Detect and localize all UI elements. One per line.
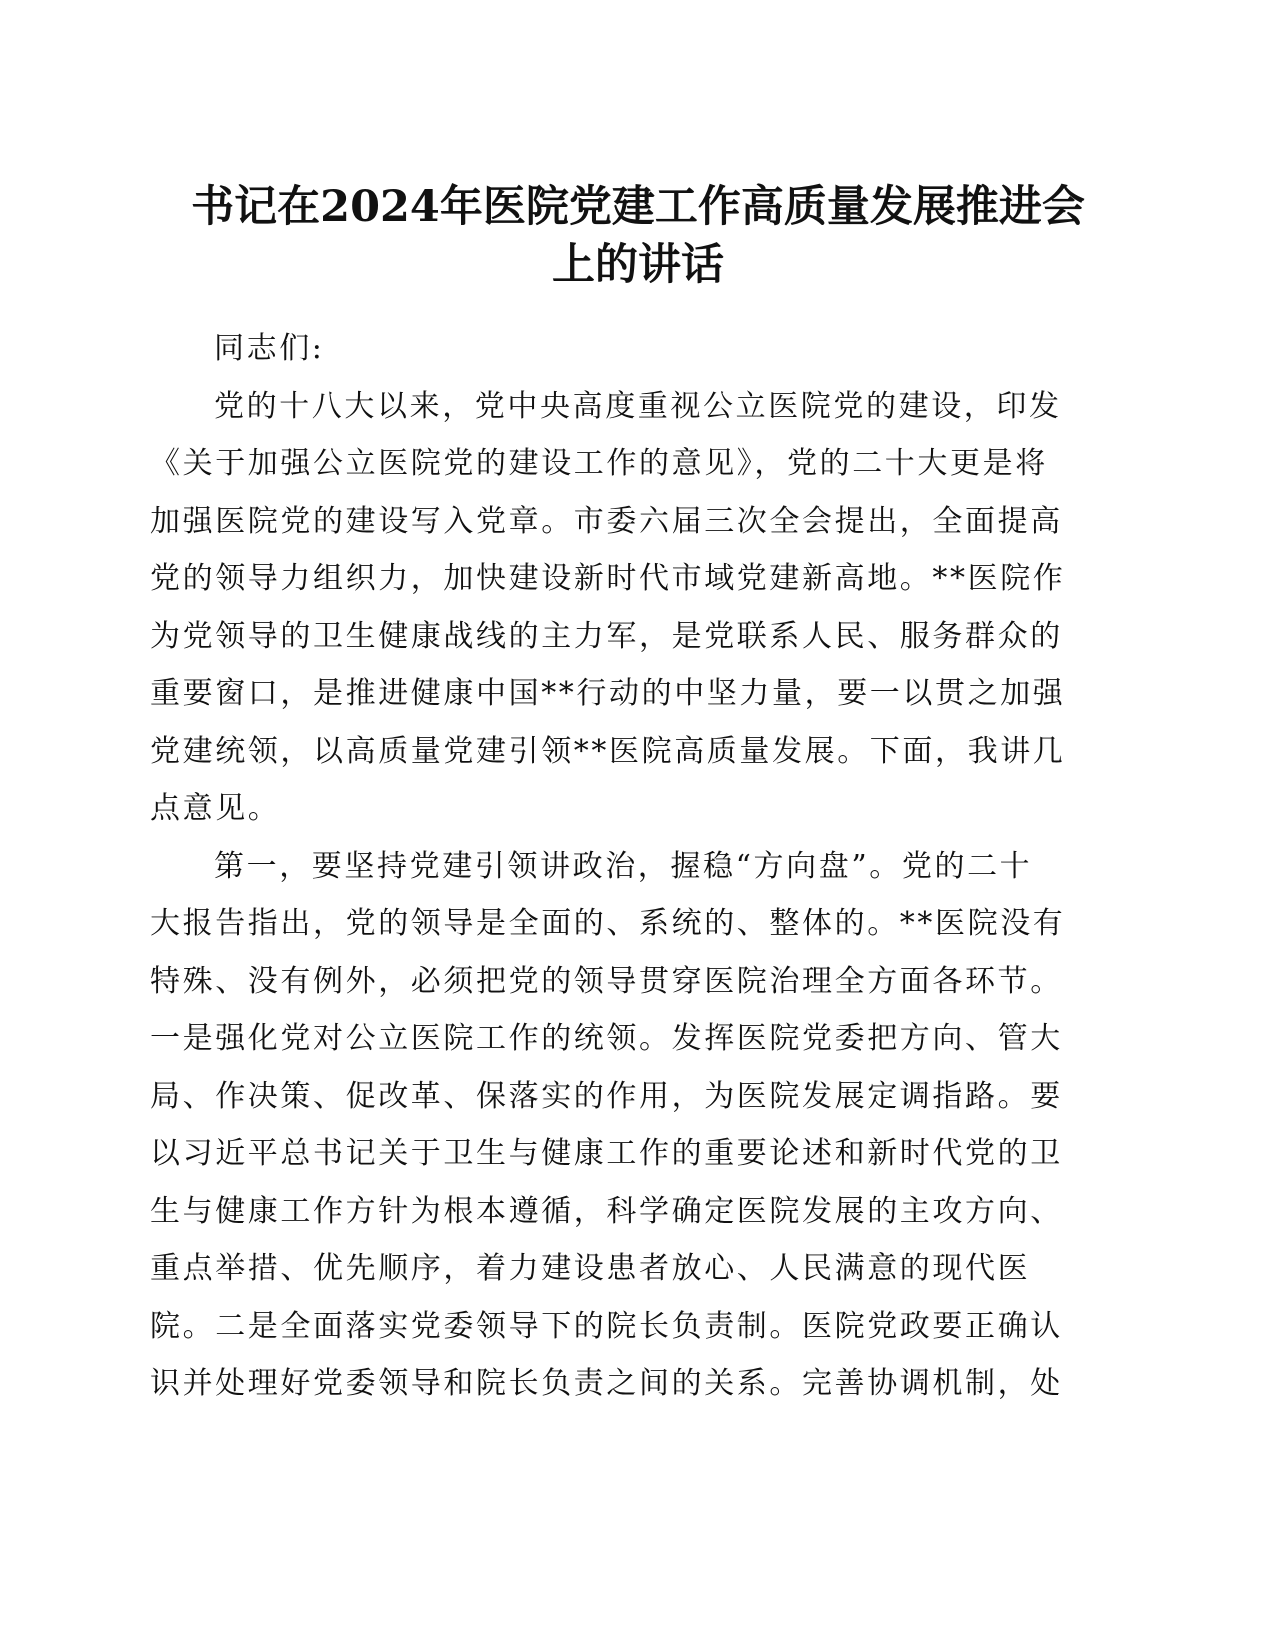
page-title xyxy=(150,178,1126,294)
paragraph-line: 加强医院党的建设写入党章。市委六届三次全会提出，全面提高 xyxy=(150,503,1063,539)
paragraph-line: 一是强化党对公立医院工作的统领。发挥医院党委把方向、管大 xyxy=(150,1021,1063,1056)
salutation: 同志们: xyxy=(214,331,325,366)
paragraph-line: 为党领导的卫生健康战线的主力军，是党联系人民、服务群众的 xyxy=(150,618,1063,654)
paragraph-line: 点意见。 xyxy=(150,791,281,826)
paragraph-line: 识并处理好党委领导和院长负责之间的关系。完善协调机制，处 xyxy=(150,1366,1063,1401)
paragraph-2 xyxy=(150,838,1080,1413)
paragraph-line: 大报告指出，党的领导是全面的、系统的、整体的。**医院没有 xyxy=(150,906,1066,941)
paragraph-line: 以习近平总书记关于卫生与健康工作的重要论述和新时代党的卫 xyxy=(150,1136,1063,1171)
paragraph-1 xyxy=(150,378,1080,838)
paragraph-line: 《关于加强公立医院党的建设工作的意见》，党的二十大更是将 xyxy=(150,446,1048,481)
paragraph-line: 生与健康工作方针为根本遵循，科学确定医院发展的主攻方向、 xyxy=(150,1193,1063,1229)
document-body xyxy=(150,320,1080,1413)
paragraph-line: 重点举措、优先顺序，着力建设患者放心、人民满意的现代医 xyxy=(150,1251,1031,1286)
paragraph-line: 党建统领，以高质量党建引领**医院高质量发展。下面，我讲几 xyxy=(150,733,1066,769)
paragraph-line: 党的领导力组织力，加快建设新时代市域党建新高地。**医院作 xyxy=(150,561,1066,596)
paragraph-line: 第一，要坚持党建引领讲政治，握稳“方向盘”。党的二十 xyxy=(214,848,1033,884)
paragraph-line: 党的十八大以来，党中央高度重视公立医院党的建设，印发 xyxy=(214,388,1062,424)
paragraph-line: 特殊、没有例外，必须把党的领导贯穿医院治理全方面各环节。 xyxy=(150,963,1063,999)
paragraph-line: 重要窗口，是推进健康中国**行动的中坚力量，要一以贯之加强 xyxy=(150,676,1066,711)
paragraph-line: 局、作决策、促改革、保落实的作用，为医院发展定调指路。要 xyxy=(150,1078,1063,1114)
title-line-2: 上的讲话 xyxy=(552,240,724,290)
title-line-1: 书记在2024年医院党建工作高质量发展推进会 xyxy=(191,182,1085,232)
paragraph-line: 院。二是全面落实党委领导下的院长负责制。医院党政要正确认 xyxy=(150,1308,1063,1344)
